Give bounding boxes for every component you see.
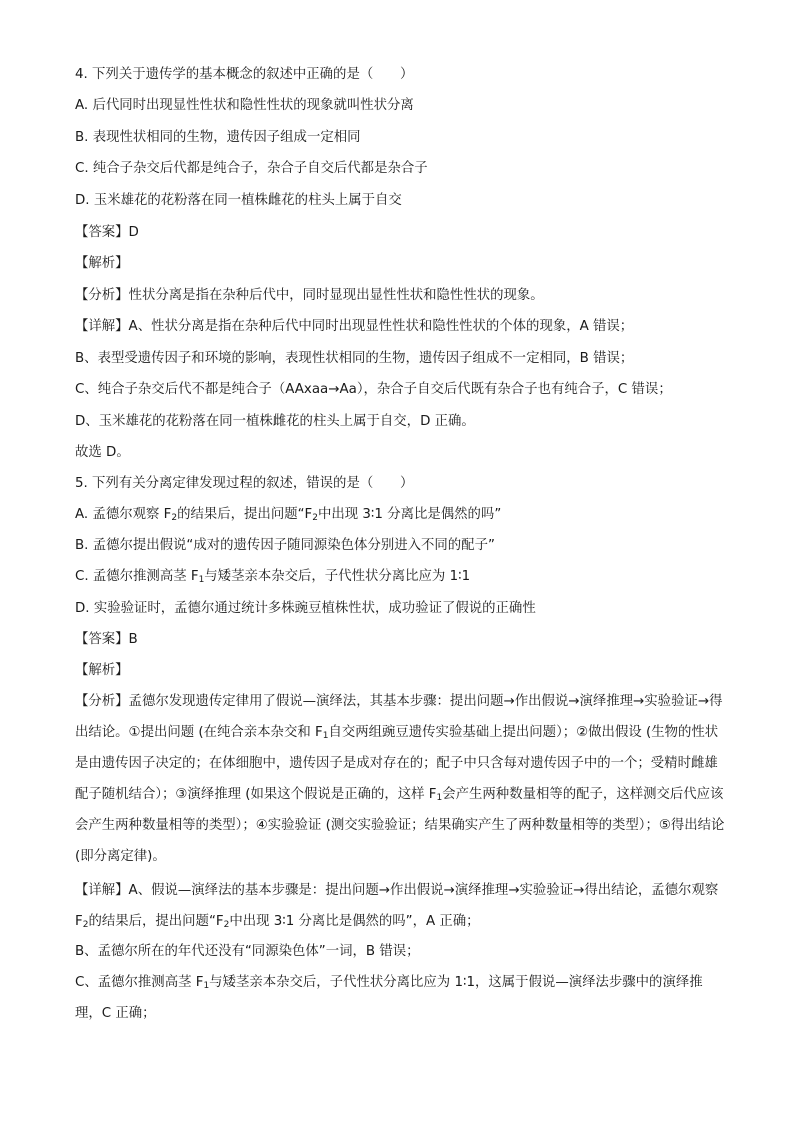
q4-analysis-label: 【解析】 [75, 256, 129, 271]
question-5-stem: 5. 下列有关分离定律发现过程的叙述，错误的是（ ） [75, 476, 414, 491]
q4-answer: 【答案】D [75, 225, 139, 240]
q5-detail-c: C、孟德尔推测高茎 $F_1$与矮茎亲本杂交后，子代性状分离比应为 1∶1，这属于假说—演绎法步骤中的演绎推理，C 正确； [75, 975, 703, 1021]
q4-detail-c: C、纯合子杂交后代不都是纯合子（AAxaa→Aa），杂合子自交后代既有杂合子也有纯合子，C 错误； [75, 382, 672, 397]
q5-option-b: B. 孟德尔提出假说“成对的遗传因子随同源染色体分别进入不同的配子” [75, 538, 495, 553]
q4-detail-d: D、玉米雄花的花粉落在同一植株雌花的柱头上属于自交，D 正确。 [75, 414, 475, 429]
q5-analysis-label: 【解析】 [75, 663, 129, 678]
q4-conclusion: 故选 D。 [75, 445, 130, 460]
q4-option-c: C. 纯合子杂交后代都是纯合子，杂合子自交后代都是杂合子 [75, 161, 428, 176]
q5-detail-b: B、孟德尔所在的年代还没有“同源染色体”一词，B 错误； [75, 944, 420, 959]
q5-option-a: A. 孟德尔观察 $F_2$的结果后，提出问题“$F_2$中出现 3∶1 分离比是偶然的吗” [75, 507, 502, 523]
q5-detail-a: 【详解】A、假说—演绎法的基本步骤是：提出问题→作出假说→演绎推理→实验验证→得出结论，孟德尔观察 $F_2$的结果后，提出问题“$F_2$中出现 3∶1 分离比是偶然的吗”，A 正确； [75, 883, 719, 930]
q4-option-d: D. 玉米雄花的花粉落在同一植株雌花的柱头上属于自交 [75, 193, 402, 208]
q5-option-c: C. 孟德尔推测高茎 $F_1$与矮茎亲本杂交后，子代性状分离比应为 1∶1 [75, 569, 471, 585]
q4-option-b: B. 表现性状相同的生物，遗传因子组成一定相同 [75, 130, 361, 145]
q4-detail-b: B、表型受遗传因子和环境的影响，表现性状相同的生物，遗传因子组成不一定相同，B 错误； [75, 351, 634, 366]
question-4-stem: 4. 下列关于遗传学的基本概念的叙述中正确的是（ ） [75, 67, 414, 82]
q5-option-d: D. 实验验证时，孟德尔通过统计多株豌豆植株性状，成功验证了假说的正确性 [75, 601, 536, 616]
q4-fenxi: 【分析】性状分离是指在杂种后代中，同时显现出显性性状和隐性性状的现象。 [75, 288, 544, 303]
q4-option-a: A. 后代同时出现显性性状和隐性性状的现象就叫性状分离 [75, 98, 414, 113]
q5-answer: 【答案】B [75, 632, 138, 647]
q5-fenxi: 【分析】孟德尔发现遗传定律用了假说—演绎法，其基本步骤：提出问题→作出假说→演绎推理→实验验证→得出结论。①提出问题 (在纯合亲本杂交和 $F_1$自交两组豌豆遗传实验基础上提出问题）；②做出假设 (生物的性状是由遗传因子决定的；在体细胞中，遗传因子是成对存在的；配子中只含每对遗传因子中的一个；受精时雌雄配子随机结合）；③演绎推理 (如果这个假说是正确的，这样 $F_1$会产生两种数量相等的配子，这样测交后代应该会产生两种数量相等的类型）；④实验验证 (测交实验验证；结果确实产生了两种数量相等的类型）；⑤得出结论 (即分离定律)。 [75, 694, 725, 864]
q4-detail-a: 【详解】A、性状分离是指在杂种后代中同时出现显性性状和隐性性状的个体的现象，A 错误； [75, 319, 634, 334]
